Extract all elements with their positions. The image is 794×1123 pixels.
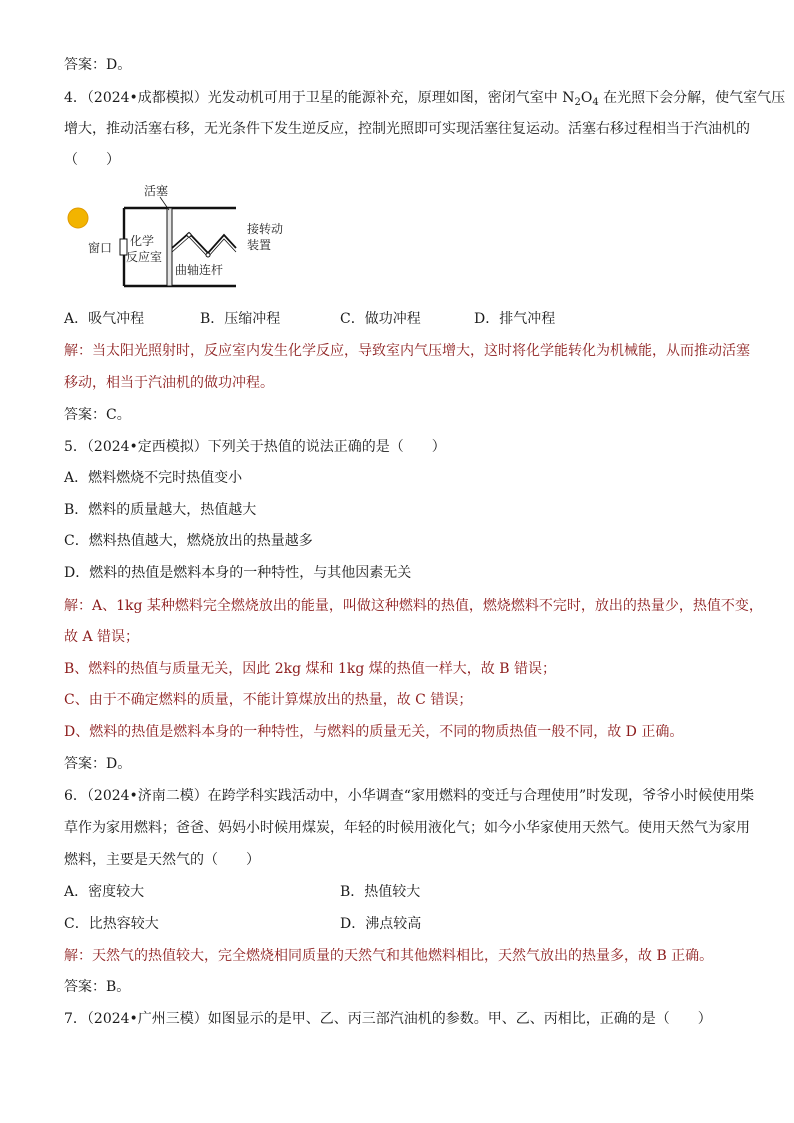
question-6-line-3: 燃料，主要是天然气的（ ） bbox=[64, 852, 260, 868]
question-4-line-3: （ ） bbox=[64, 152, 120, 168]
answer-5: 答案：D。 bbox=[64, 756, 132, 772]
crank-label: 曲轴连杆 bbox=[175, 263, 224, 277]
question-7: 7．（2024•广州三模）如图显示的是甲、乙、丙三部汽油机的参数。甲、乙、丙相比，正确的是（ ） bbox=[64, 1011, 712, 1027]
q5-solution-line-3: B、燃料的热值与质量无关，因此 2kg 煤和 1kg 煤的热值一样大，故 B 错误； bbox=[64, 661, 556, 677]
q4-solution-line-1: 解：当太阳光照射时，反应室内发生化学反应，导致室内气压增大，这时将化学能转化为机械能，从而推动活塞 bbox=[64, 343, 750, 359]
q4-option-d: D．排气冲程 bbox=[474, 311, 556, 327]
connect-label-1: 接转动 bbox=[247, 222, 284, 236]
light-engine-diagram bbox=[64, 183, 284, 301]
q5-option-d: D．燃料的热值是燃料本身的一种特性，与其他因素无关 bbox=[64, 565, 412, 581]
question-5: 5．（2024•定西模拟）下列关于热值的说法正确的是（ ） bbox=[64, 439, 446, 455]
q6-option-b: B．热值较大 bbox=[340, 884, 421, 900]
q6-option-c: C．比热容较大 bbox=[64, 916, 159, 932]
question-4-line-2: 增大，推动活塞右移，无光条件下发生逆反应，控制光照即可实现活塞往复运动。活塞右移过程相当于汽油机的 bbox=[64, 121, 750, 137]
q4-option-b: B．压缩冲程 bbox=[200, 311, 281, 327]
connect-label-2: 装置 bbox=[247, 238, 272, 252]
answer-4: 答案：C。 bbox=[64, 407, 131, 423]
q6-option-d: D．沸点较高 bbox=[340, 916, 422, 932]
q4-solution-line-2: 移动，相当于汽油机的做功冲程。 bbox=[64, 375, 274, 391]
q4-option-a: A．吸气冲程 bbox=[64, 311, 145, 327]
q6-option-a: A．密度较大 bbox=[64, 884, 145, 900]
q5-solution-line-4: C、由于不确定燃料的质量，不能计算煤放出的热量，故 C 错误； bbox=[64, 692, 473, 708]
chamber-label-2: 反应室 bbox=[126, 250, 163, 264]
window-label: 窗口 bbox=[88, 241, 113, 255]
question-6-line-1: 6．（2024•济南二模）在跨学科实践活动中，小华调查“家用燃料的变迁与合理使用”时发现，爷爷小时候使用柴 bbox=[64, 788, 755, 804]
sun-icon bbox=[68, 208, 88, 228]
q5-solution-line-1: 解：A、1kg 某种燃料完全燃烧放出的能量，叫做这种燃料的热值，燃烧燃料不完时，放出的热量少，热值不变， bbox=[64, 598, 763, 614]
q5-solution-line-5: D、燃料的热值是燃料本身的一种特性，与燃料的质量无关，不同的物质热值一般不同，故 D 正确。 bbox=[64, 724, 684, 740]
chamber-label-1: 化学 bbox=[130, 234, 155, 248]
q5-solution-line-2: 故 A 错误； bbox=[64, 629, 140, 645]
question-4-line-1: 4．（2024•成都模拟）光发动机可用于卫星的能源补充，原理如图，密闭气室中 $N_2O_4$ 在光照下会分解，使气室气压 bbox=[64, 90, 786, 108]
q5-option-c: C．燃料热值越大，燃烧放出的热量越多 bbox=[64, 533, 313, 549]
piston-label: 活塞 bbox=[144, 184, 169, 198]
q6-solution: 解：天然气的热值较大，完全燃烧相同质量的天然气和其他燃料相比，天然气放出的热量多，故 B 正确。 bbox=[64, 948, 714, 964]
q5-option-a: A．燃料燃烧不完时热值变小 bbox=[64, 470, 243, 486]
q5-option-b: B．燃料的质量越大，热值越大 bbox=[64, 502, 257, 518]
q4-option-c: C．做功冲程 bbox=[340, 311, 421, 327]
answer-6: 答案：B。 bbox=[64, 979, 131, 995]
answer-3: 答案：D。 bbox=[64, 57, 132, 73]
question-6-line-2: 草作为家用燃料；爸爸、妈妈小时候用煤炭，年轻的时候用液化气；如今小华家使用天然气。使用天然气为家用 bbox=[64, 820, 750, 836]
